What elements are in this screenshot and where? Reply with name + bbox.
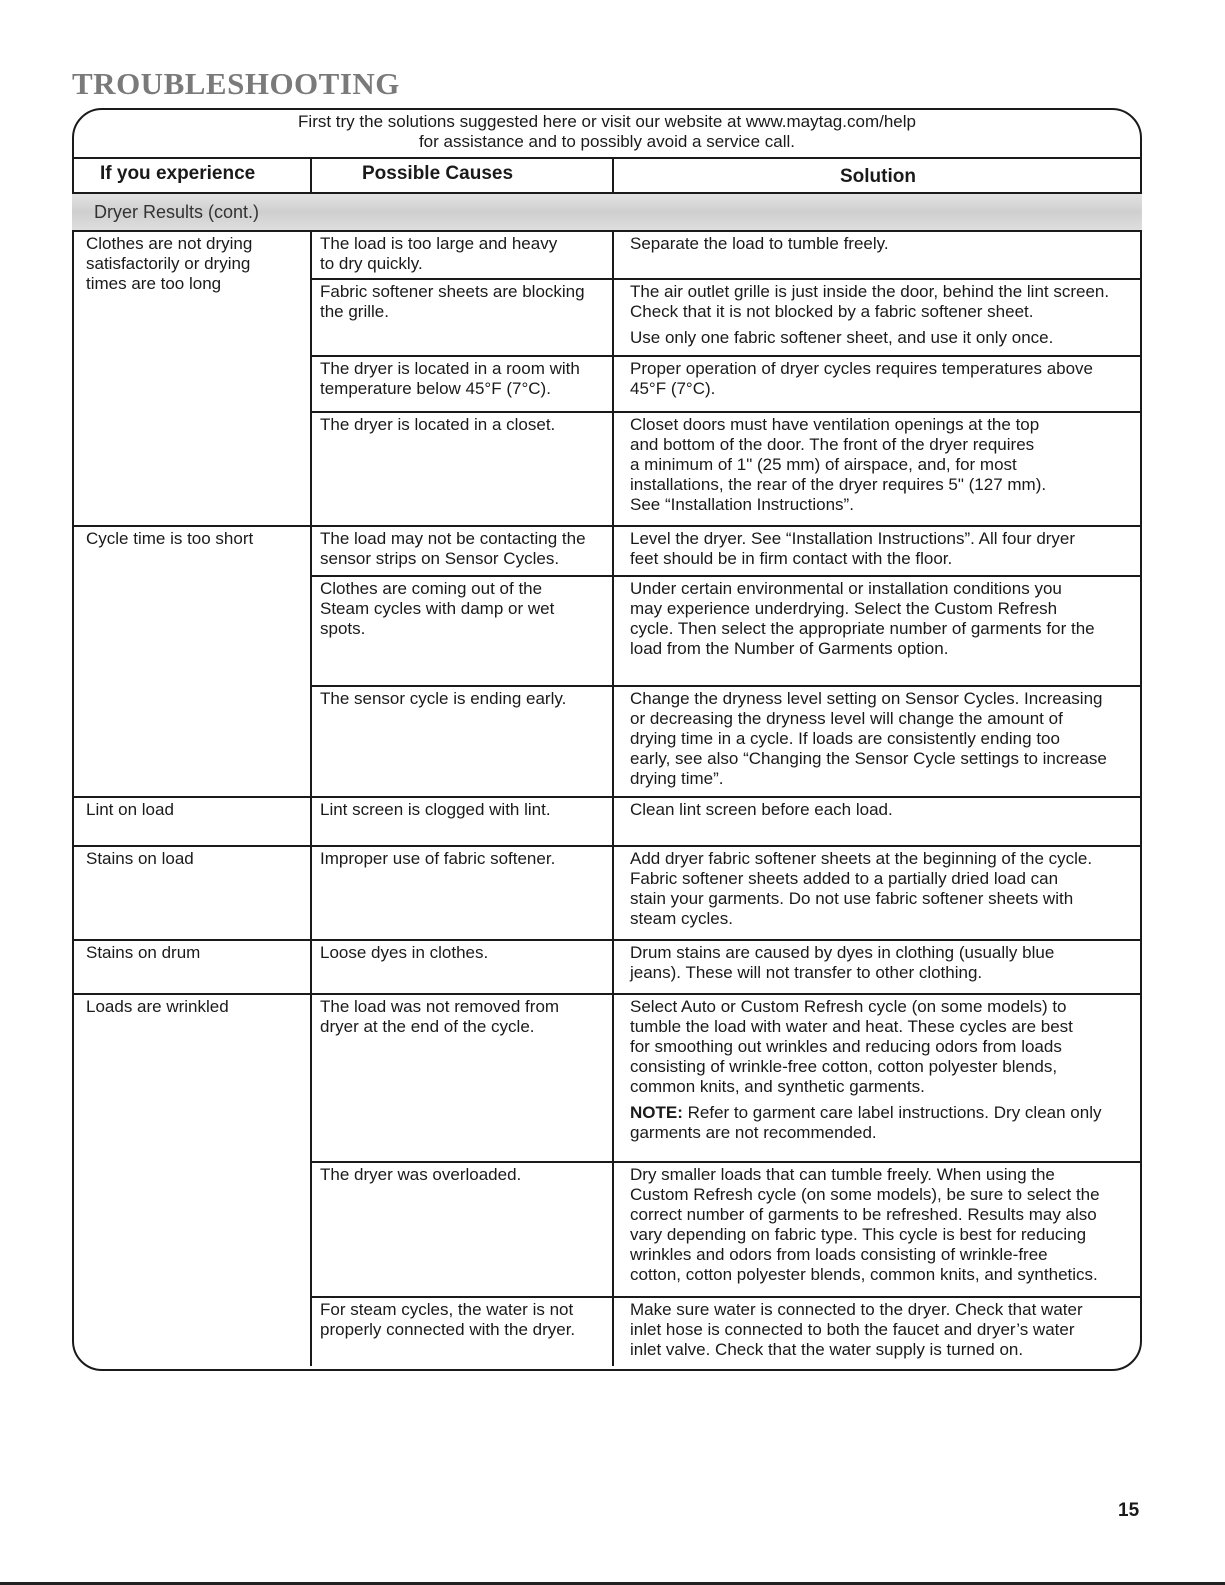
solution-cell: Separate the load to tumble freely. (613, 231, 1142, 279)
cause-cell: Clothes are coming out of the Steam cycles with damp or wet spots. (311, 576, 613, 686)
solution-cell: Make sure water is connected to the dryer. Check that water inlet hose is connected to both the faucet and dryer’s water inlet valve. Check that the water supply is turned on. (613, 1297, 1142, 1366)
solution-cell: Clean lint screen before each load. (613, 797, 1142, 846)
cause-cell: Lint screen is clogged with lint. (311, 797, 613, 846)
cause-cell: The sensor cycle is ending early. (311, 686, 613, 797)
solution-cell: Under certain environmental or installation conditions you may experience underdrying. Select the Custom Refresh cycle. Then select the appropriate number of garments for the load from the Number of Garments option. (613, 576, 1142, 686)
intro-line-1: First try the solutions suggested here or visit our website at www.maytag.com/help (298, 112, 916, 131)
note-label: NOTE: (630, 1103, 683, 1122)
solution-cell: Change the dryness level setting on Sensor Cycles. Increasing or decreasing the dryness level will change the amount of drying time in a cycle. If loads are consistently ending too early, see also “Changing the Sensor Cycle settings to increase drying time”. (613, 686, 1142, 797)
cause-cell: The load was not removed from dryer at the end of the cycle. (311, 994, 613, 1162)
table-row (72, 940, 1142, 994)
experience-cell: Loads are wrinkled (72, 994, 311, 1366)
table-row (72, 526, 1142, 576)
section-label: Dryer Results (cont.) (72, 193, 1142, 231)
cause-cell: The dryer was overloaded. (311, 1162, 613, 1297)
solution-cell: Level the dryer. See “Installation Instructions”. All four dryer feet should be in firm contact with the floor. (613, 526, 1142, 576)
cause-cell: The load is too large and heavy to dry quickly. (311, 231, 613, 279)
solution-cell: Select Auto or Custom Refresh cycle (on some models) to tumble the load with water and heat. These cycles are best for smoothing out wrinkles and reducing odors from loads consisting of wrinkle-free cotton, cotton polyester blends, common knits, and synthetic garments. NOTE: Refer to garment care label instructions. Dry clean only garments are not recommended. (613, 994, 1142, 1162)
experience-cell: Lint on load (72, 797, 311, 846)
cause-cell: The dryer is located in a room with temperature below 45°F (7°C). (311, 356, 613, 412)
solution-cell: Drum stains are caused by dyes in clothing (usually blue jeans). These will not transfer to other clothing. (613, 940, 1142, 994)
intro-text (74, 112, 1140, 152)
cause-cell: For steam cycles, the water is not properly connected with the dryer. (311, 1297, 613, 1366)
table-row (72, 231, 1142, 279)
table-header-row (72, 158, 1142, 193)
experience-cell: Stains on load (72, 846, 311, 940)
header-experience: If you experience (72, 158, 311, 193)
header-causes: Possible Causes (311, 158, 613, 193)
experience-cell: Clothes are not drying satisfactorily or drying times are too long (86, 234, 253, 293)
intro-line-2: for assistance and to possibly avoid a service call. (418, 132, 796, 151)
cause-cell: Improper use of fabric softener. (311, 846, 613, 940)
table-row (72, 994, 1142, 1162)
solution-cell: The air outlet grille is just inside the door, behind the lint screen. Check that it is not blocked by a fabric softener sheet. Use only one fabric softener sheet, and use it only once. (613, 279, 1142, 356)
solution-cell: Closet doors must have ventilation openings at the top and bottom of the door. The front of the dryer requires a minimum of 1" (25 mm) of airspace, and, for most installations, the rear of the dryer requires 5" (127 mm). See “Installation Instructions”. (613, 412, 1142, 526)
experience-cell: Stains on drum (72, 940, 311, 994)
solution-cell: Dry smaller loads that can tumble freely. When using the Custom Refresh cycle (on some models), be sure to select the correct number of garments to be refreshed. Results may also vary depending on fabric type. This cycle is best for reducing wrinkles and odors from loads consisting of wrinkle-free cotton, cotton polyester blends, common knits, and synthetics. (613, 1162, 1142, 1297)
experience-cell: Cycle time is too short (72, 526, 311, 797)
solution-cell: Add dryer fabric softener sheets at the beginning of the cycle. Fabric softener sheets added to a partially dried load can stain your garments. Do not use fabric softener sheets with steam cycles. (613, 846, 1142, 940)
header-solution: Solution (613, 158, 1142, 193)
cause-cell: Fabric softener sheets are blocking the grille. (311, 279, 613, 356)
cause-cell: Loose dyes in clothes. (311, 940, 613, 994)
page-title: TROUBLESHOOTING (72, 66, 400, 101)
cause-cell: The dryer is located in a closet. (311, 412, 613, 526)
troubleshooting-table (72, 157, 1142, 1366)
page-number: 15 (1118, 1500, 1140, 1521)
section-row (72, 193, 1142, 231)
note-text: Refer to garment care label instructions. Dry clean only garments are not recommended. (630, 1103, 1102, 1142)
table-row (72, 797, 1142, 846)
solution-cell: Proper operation of dryer cycles requires temperatures above 45°F (7°C). (613, 356, 1142, 412)
table-row (72, 846, 1142, 940)
cause-cell: The load may not be contacting the sensor strips on Sensor Cycles. (311, 526, 613, 576)
